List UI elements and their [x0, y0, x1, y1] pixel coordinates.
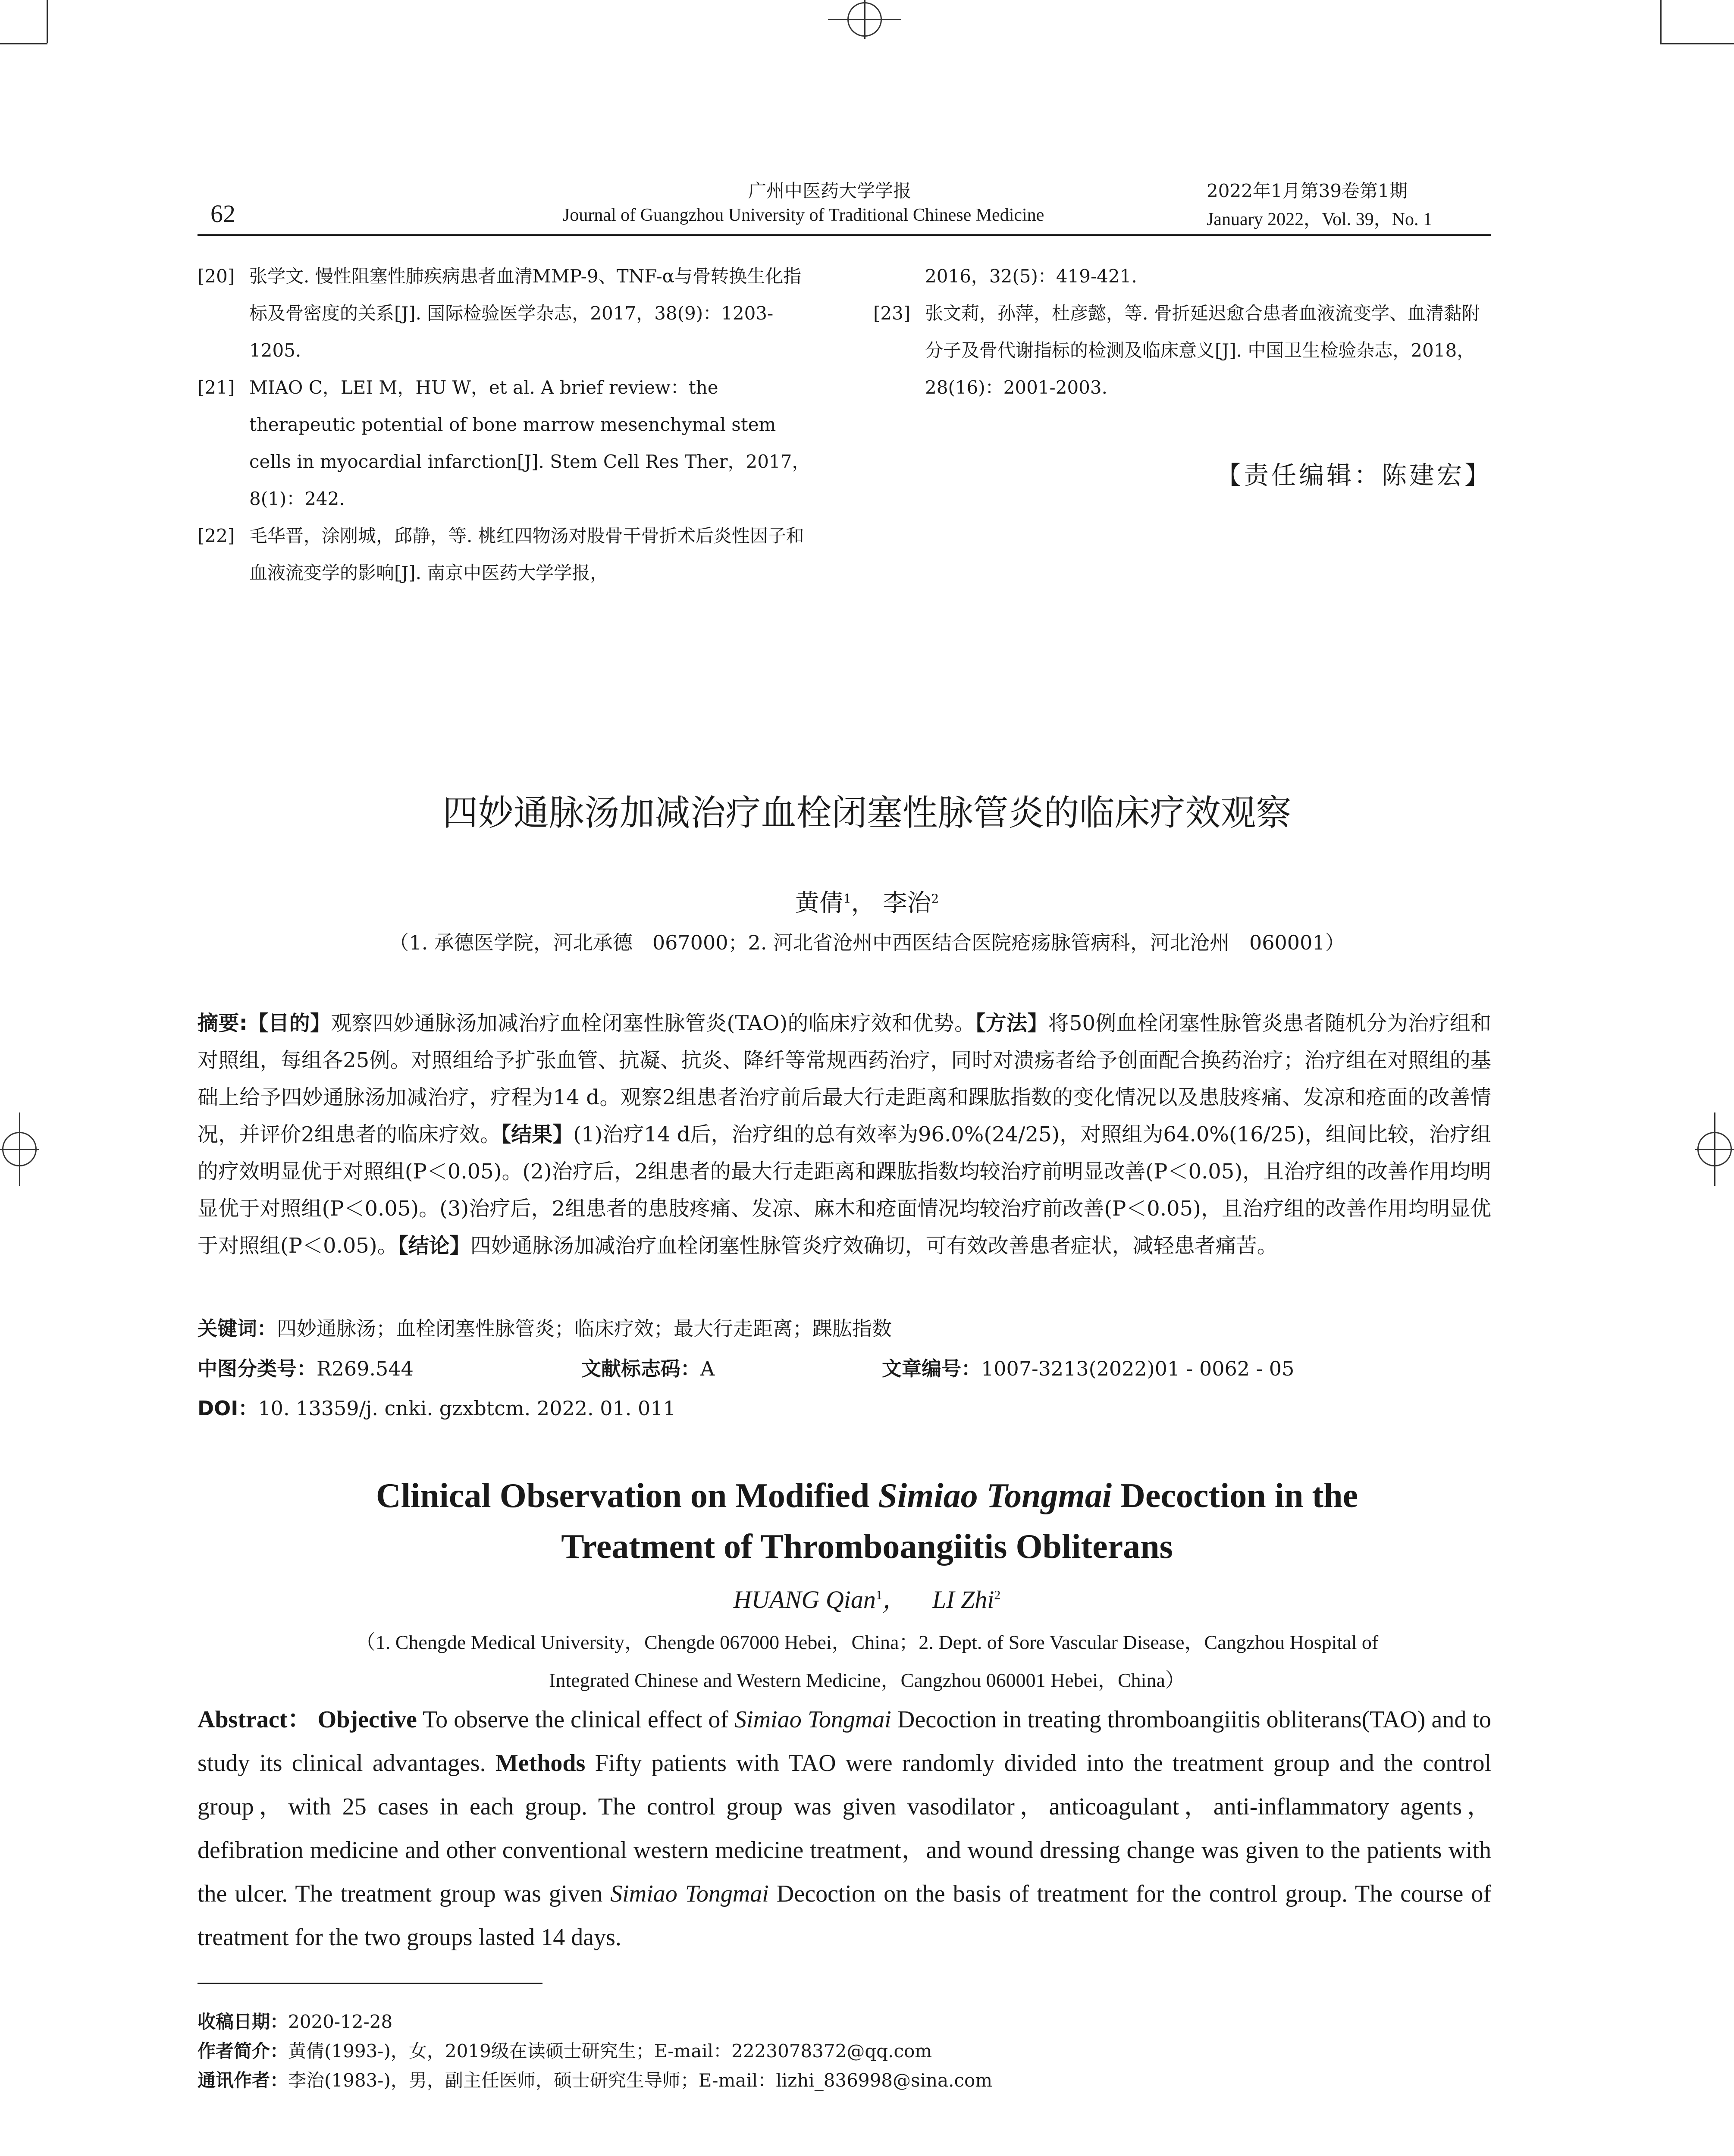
references-right-column [873, 258, 1491, 406]
objective-italic: Simiao Tongmai [734, 1706, 891, 1733]
methods-label: Methods [495, 1750, 586, 1777]
registration-mark-left [0, 1112, 39, 1186]
doi-text: 10. 13359/j. cnki. gzxbtcm. 2022. 01. 011 [258, 1397, 676, 1420]
method-text: 将50例血栓闭塞性脉管炎患者随机分为治疗组和对照组，每组各25例。对照组给予扩张血管、抗凝、抗炎、降纤等常规西药治疗，同时对溃疡者给予创面配合换药治疗；治疗组在对照组的基础上给予四妙通脉汤加减治疗，疗程为14 d。观察2组患者治疗前后最大行走距离和踝肱指数的变化情况以及患肢疼痛、发凉和疮面的改善情况，并评价2组患者的临床疗效。 [198, 1011, 1491, 1147]
reference-tag: [22] [198, 525, 235, 546]
reference-text: 张学文. 慢性阻塞性肺疾病患者血清MMP-9、TNF-α与骨转换生化指标及骨密度的关系[J]. 国际检验医学杂志，2017，38(9)：1203-1205. [249, 266, 802, 361]
responsible-editor: 【责任编辑：陈建宏】 [1216, 461, 1493, 490]
abstract-en-label: Abstract： [198, 1706, 312, 1733]
reference-text: 毛华晋，涂刚城，邱静，等. 桃红四物汤对股骨干骨折术后炎性因子和血液流变学的影响[J]. 南京中医药大学学报， [249, 525, 804, 583]
reference-item [198, 258, 814, 369]
reference-continuation [873, 258, 1491, 295]
author-1-cn: 黄倩 [795, 889, 843, 917]
header-rule [198, 234, 1491, 236]
doc-code-line [581, 1353, 715, 1382]
reference-text: MIAO C，LEI M，HU W，et al. A brief review：the therapeutic potential of bone marrow mesenchymal stem cells in myocardial infarction[J]. Stem Cell Res Ther，2017，8(1)：242. [249, 377, 810, 509]
registration-mark-top [828, 0, 901, 39]
method-label: 【方法】 [975, 1011, 1048, 1035]
keywords-line [198, 1313, 892, 1341]
author-intro-value: 黄倩(1993-)，女，2019级在读硕士研究生；E-mail：2223078372@qq.com [288, 2040, 932, 2062]
purpose-label: 【目的】 [247, 1011, 331, 1035]
issue-en: January 2022，Vol. 39，No. 1 [1207, 210, 1433, 229]
author-1-en-sup: 1 [875, 1588, 882, 1602]
reference-tag: [23] [873, 303, 911, 324]
received-label: 收稿日期： [198, 2011, 288, 2032]
doc-code-text: A [700, 1357, 715, 1380]
purpose-text: 观察四妙通脉汤加减治疗血栓闭塞性脉管炎(TAO)的临床疗效和优势。 [331, 1011, 975, 1035]
abstract-cn [198, 1005, 1491, 1264]
article-id-line [882, 1353, 1294, 1382]
crop-mark-top-left-h [0, 43, 47, 44]
registration-mark-right [1695, 1112, 1734, 1186]
authors-en: HUANG Qian$^1$， LI Zhi$^2$ [733, 1586, 1001, 1614]
result-text: (1)治疗14 d后，治疗组的总有效率为96.0%(24/25)，对照组为64.0%(16/25)，组间比较，治疗组的疗效明显优于对照组(P＜0.05)。(2)治疗后，2组患者的最大行走距离和踝肱指数均较治疗前明显改善(P＜0.05)，且治疗组的改善作用均明显优于对照组(P＜0.05)。(3)治疗后，2组患者的患肢疼痛、发凉、麻木和疮面情况均较治疗前改善(P＜0.05)，且治疗组的改善作用均明显优于对照组(P＜0.05)。 [198, 1122, 1491, 1258]
result-label: 【结果】 [501, 1122, 574, 1147]
title-en-part-1: Clinical Observation on Modified [376, 1477, 878, 1515]
abstract-label: 摘要: [198, 1011, 248, 1035]
clc-line [198, 1353, 414, 1382]
doc-code-label: 文献标志码： [581, 1357, 700, 1380]
page-number: 62 [210, 200, 235, 228]
title-en-line-2: Treatment of Thromboangiitis Obliterans [561, 1528, 1173, 1566]
abstract-en [198, 1698, 1491, 1959]
title-en-line-1 [0, 1470, 1734, 1521]
article-id-label: 文章编号： [882, 1357, 981, 1380]
reference-text: 张文莉，孙萍，杜彦懿，等. 骨折延迟愈合患者血液流变学、血清黏附分子及骨代谢指标的检测及临床意义[J]. 中国卫生检验杂志，2018，28(16)：2001-2003. [925, 303, 1480, 398]
author-2-sup: 2 [931, 891, 939, 906]
keywords-text: 四妙通脉汤；血栓闭塞性脉管炎；临床疗效；最大行走距离；踝肱指数 [277, 1317, 892, 1340]
journal-title-cn: 广州中医药大学学报 [748, 180, 912, 201]
doi-line [198, 1393, 676, 1421]
footnotes [198, 2007, 992, 2095]
reference-item [198, 369, 814, 517]
references-left-column [198, 258, 814, 592]
author-1-en: HUANG Qian [733, 1586, 876, 1614]
journal-title-en: Journal of Guangzhou University of Traditional Chinese Medicine [563, 205, 1044, 225]
article-title-cn: 四妙通脉汤加减治疗血栓闭塞性脉管炎的临床疗效观察 [442, 793, 1292, 834]
affiliation-en [0, 1623, 1734, 1699]
methods-text-2: Decoction on the basis of treatment for the control group. The course of treatment for the two groups lasted 14 days. [198, 1880, 1492, 1951]
reference-tag: [20] [198, 266, 235, 287]
received-value: 2020-12-28 [288, 2011, 393, 2032]
objective-text-1: To observe the clinical effect of [417, 1706, 735, 1733]
author-2-en-sup: 2 [994, 1588, 1001, 1602]
footnote-rule [198, 1983, 542, 1984]
objective-label: Objective [317, 1706, 417, 1733]
title-en-italic: Simiao Tongmai [878, 1477, 1112, 1515]
author-intro-label: 作者简介： [198, 2040, 288, 2062]
affiliation-en-line-2: Integrated Chinese and Western Medicine，Cangzhou 060001 Hebei，China） [549, 1669, 1185, 1691]
clc-text: R269.544 [317, 1357, 414, 1380]
crop-mark-top-right-v [1660, 0, 1662, 43]
author-2-en: LI Zhi [932, 1586, 994, 1614]
crop-mark-top-right-h [1660, 43, 1734, 44]
title-en-part-2: Decoction in the [1112, 1477, 1358, 1515]
corresponding-label: 通讯作者： [198, 2070, 288, 2091]
reference-item [198, 517, 814, 592]
article-id-text: 1007-3213(2022)01 - 0062 - 05 [981, 1357, 1295, 1380]
author-intro [198, 2037, 992, 2066]
reference-item [873, 295, 1491, 406]
received-date [198, 2007, 992, 2037]
conclusion-label: 【结论】 [398, 1234, 470, 1258]
crop-mark-top-left-v [47, 0, 48, 43]
article-title-en [0, 1470, 1734, 1572]
corresponding-value: 李治(1983-)，男，副主任医师，硕士研究生导师；E-mail：lizhi_836998@sina.com [288, 2070, 993, 2091]
authors-cn: 黄倩$^1$， 李治$^2$ [795, 889, 939, 917]
doi-label: DOI： [198, 1397, 258, 1420]
corresponding-author [198, 2066, 992, 2095]
affiliation-en-line-1: （1. Chengde Medical University，Chengde 067000 Hebei，China；2. Dept. of Sore Vascular Disease，Cangzhou Hospital of [355, 1631, 1379, 1653]
methods-italic: Simiao Tongmai [610, 1880, 769, 1907]
author-1-sup: 1 [843, 891, 851, 906]
keywords-label: 关键词： [198, 1317, 277, 1340]
methods-text-1: Fifty patients with TAO were randomly divided into the treatment group and the control group，with 25 cases in each group. The control group was given vasodilator，anticoagulant，anti-inflammatory agents，defibration medicine and other conventional western medicine treatment，and wound dressing change was given to the patients with the ulcer. The treatment group was given [198, 1750, 1492, 1907]
author-2-cn: 李治 [883, 889, 931, 917]
reference-text: 2016，32(5)：419-421. [925, 266, 1137, 287]
affiliation-cn: （1. 承德医学院，河北承德 067000；2. 河北省沧州中西医结合医院疮疡脉管病科，河北沧州 060001） [389, 931, 1345, 954]
conclusion-text: 四妙通脉汤加减治疗血栓闭塞性脉管炎疗效确切，可有效改善患者症状，减轻患者痛苦。 [470, 1234, 1278, 1258]
reference-tag: [21] [198, 377, 235, 398]
clc-label: 中图分类号： [198, 1357, 317, 1380]
objective-text-2: Decoction in treating thromboangiitis obliterans(TAO) and to study its clinical advantages. [198, 1706, 1491, 1777]
issue-cn: 2022年1月第39卷第1期 [1207, 180, 1408, 201]
